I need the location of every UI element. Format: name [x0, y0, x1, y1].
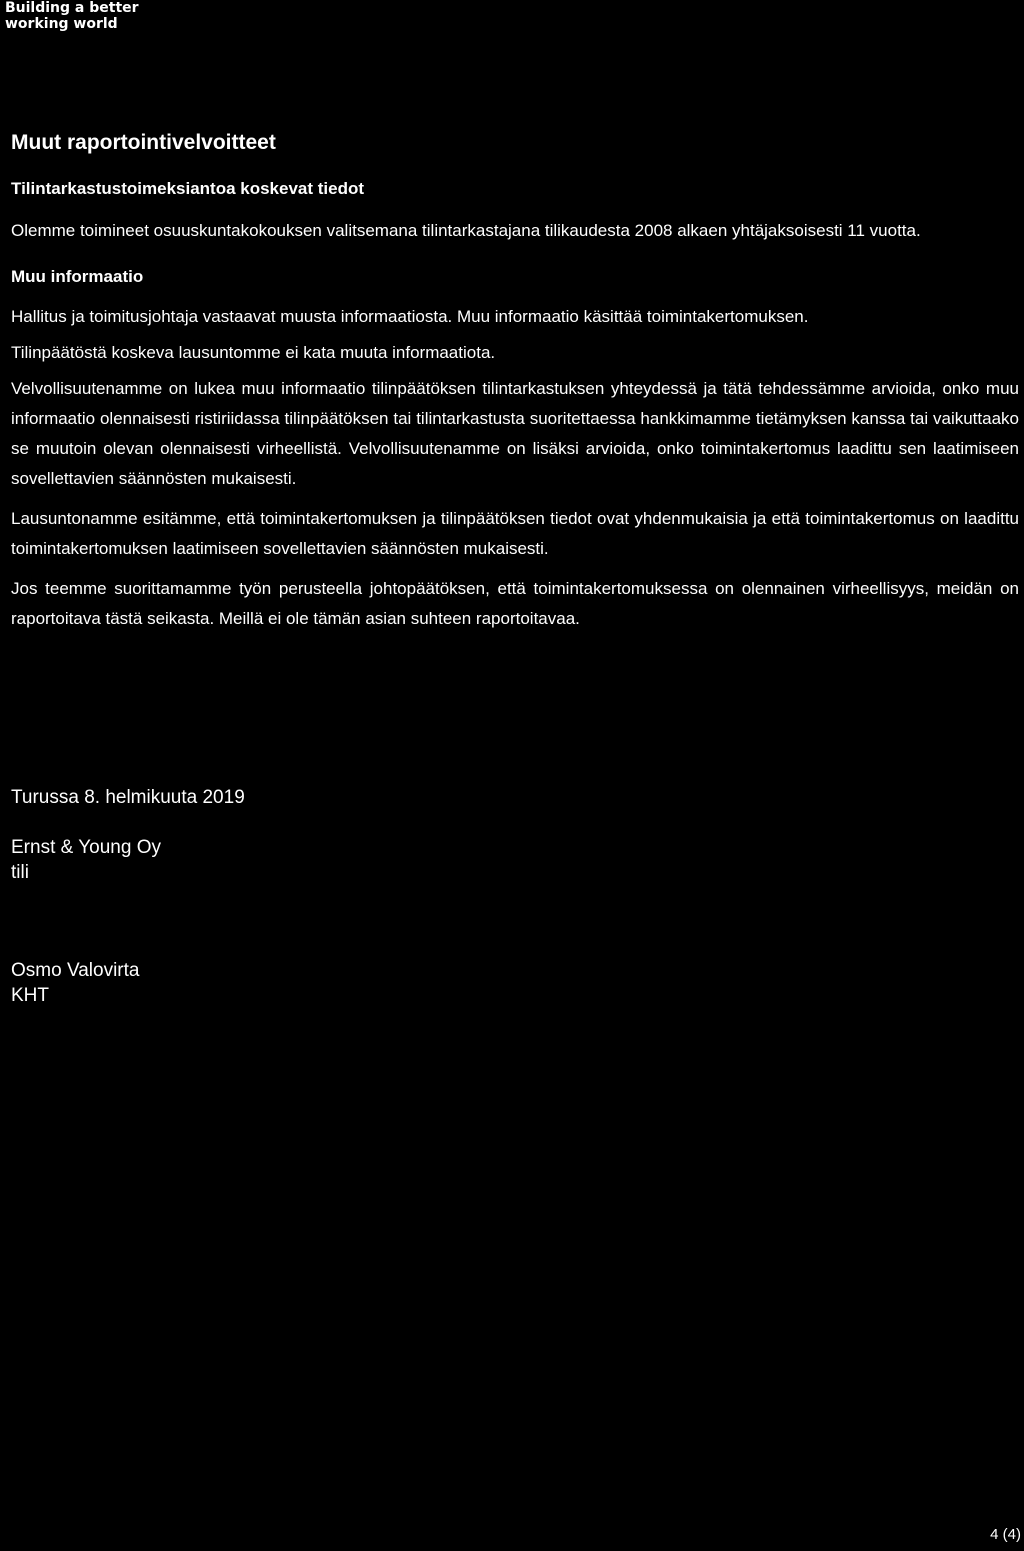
paragraph-opinion: Lausuntonamme esitämme, että toimintakertomuksen ja tilinpäätöksen tiedot ovat yhdenmukaisia ja että toimintakertomus on laadittu toimintakertomuksen laatimiseen sovellettavien säännösten mukaisesti. — [11, 509, 1019, 558]
signature-signer-block — [11, 958, 139, 1008]
paragraph-our-responsibility: Velvollisuutenamme on lukea muu informaatio tilinpäätöksen tilintarkastuksen yhteydessä ja tätä tehdessämme arvioida, onko muu informaatio olennaisesti ristiriidassa tilinpäätöksen tai tilintarkastusta suoritettaessa hankkimamme tietämyksen kanssa tai vaikuttaako se muutoin olevan olennaisesti virheellistä. Velvollisuutenamme on lisäksi arvioida, onko toimintakertomus laadittu sen laatimiseen sovellettavien säännösten mukaisesti. — [11, 379, 1019, 488]
paragraph-responsibility: Hallitus ja toimitusjohtaja vastaavat muusta informaatiosta. Muu informaatio käsittää toimintakertomuksen. — [11, 307, 809, 326]
brand-tagline-line2: working world — [5, 16, 118, 32]
signature-place-date — [11, 785, 245, 810]
signer-name: Osmo Valovirta — [11, 960, 140, 981]
brand-tagline — [5, 0, 139, 32]
subsection-title-engagement: Tilintarkastustoimeksiantoa koskevat tiedot — [11, 179, 365, 198]
subsection-title-other-information: Muu informaatio — [11, 267, 144, 286]
company-name: Ernst & Young Oy — [11, 837, 161, 858]
brand-tagline-line1: Building a better — [5, 0, 139, 16]
paragraph-reporting: Jos teemme suorittamamme työn perusteella johtopäätöksen, että toimintakertomuksessa on olennainen virheellisyys, meidän on raportoitava tästä seikasta. Meillä ei ole tämän asian suhteen raportoitavaa. — [11, 579, 1019, 628]
signature-company-block — [11, 835, 161, 885]
paragraph-opinion-scope: Tilinpäätöstä koskeva lausuntomme ei kata muuta informaatiota. — [11, 343, 496, 362]
engagement-paragraph: Olemme toimineet osuuskuntakokouksen valitsemana tilintarkastajana tilikaudesta 2008 alkaen yhtäjaksoisesti 11 vuotta. — [11, 221, 921, 240]
main-content — [11, 130, 1019, 642]
place-date: Turussa 8. helmikuuta 2019 — [11, 787, 245, 808]
company-note: tili — [11, 862, 29, 883]
page-number: 4 (4) — [990, 1526, 1021, 1543]
signer-title: KHT — [11, 985, 49, 1006]
section-title: Muut raportointivelvoitteet — [11, 131, 276, 154]
